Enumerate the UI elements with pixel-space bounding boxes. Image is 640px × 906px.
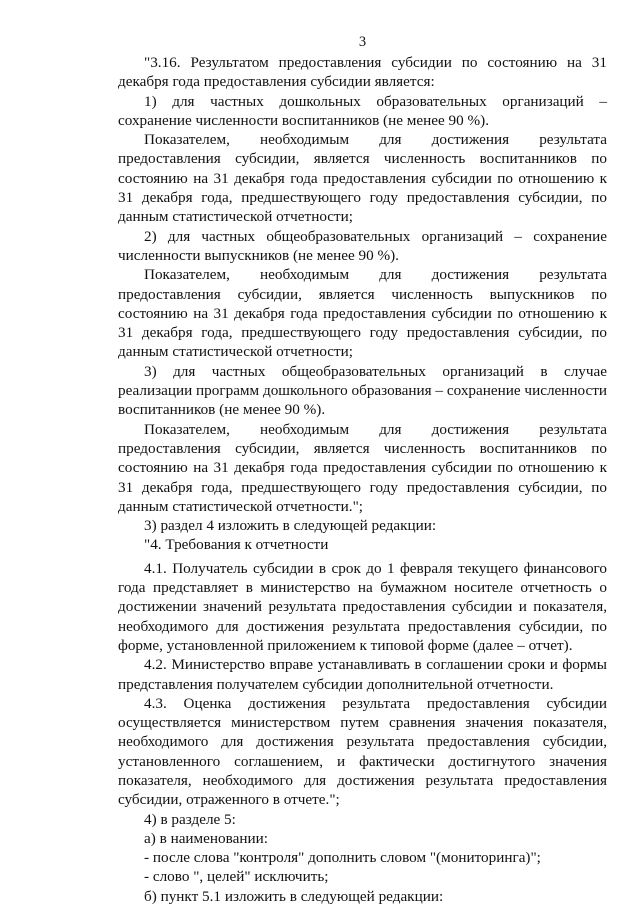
paragraph-4-2: 4.2. Министерство вправе устанавливать в соглашении сроки и формы представления получателем субсидии дополнительной отчетности. [118,656,607,693]
page-number: 3 [358,34,367,50]
paragraph-section-5-intro: 4) в разделе 5: [144,810,236,828]
paragraph-item-1: 1) для частных дошкольных образовательных организаций – сохранение численности воспитанников (не менее 90 %). [118,92,607,129]
paragraph-item-b: б) пункт 5.1 изложить в следующей редакции: [144,887,444,905]
paragraph-4-3: 4.3. Оценка достижения результата предоставления субсидии осуществляется министерством путем сравнения значения показателя, необходимого для достижения результата предоставления субсидии, установленного соглашением, и фактически достигнутого значения показателя, необходимого для достижения результата предоставления субсидии, отраженного в отчете."; [118,694,607,809]
paragraph-item-3: 3) для частных общеобразовательных организаций в случае реализации программ дошкольного образования – сохранение численности воспитанников (не менее 90 %). [118,362,607,419]
paragraph-indicator-1: Показателем, необходимым для достижения результата предоставления субсидии, является численность воспитанников по состоянию на 31 декабря года предоставления субсидии по отношению к 31 декабря года, предшествующего году предоставления субсидии, по данным статистической отчетности; [118,131,607,226]
paragraph-dash-1: - после слова "контроля" дополнить словом "(мониторинга)"; [144,849,541,867]
section-4-heading: "4. Требования к отчетности [144,536,329,554]
paragraph-dash-2: - слово ", целей" исключить; [144,868,329,886]
paragraph-4-1: 4.1. Получатель субсидии в срок до 1 февраля текущего финансового года представляет в министерство на бумажном носителе отчетность о достижении значений результата предоставления субсидии и показателя, необходимого для достижения результата предоставления субсидии, по форме, установленной приложением к типовой форме (далее – отчет). [118,559,607,654]
paragraph-section-4-intro: 3) раздел 4 изложить в следующей редакции: [144,517,437,535]
paragraph-indicator-2: Показателем, необходимым для достижения результата предоставления субсидии, является численность выпускников по состоянию на 31 декабря года предоставления субсидии по отношению к 31 декабря года, предшествующего году предоставления субсидии, по данным статистической отчетности; [118,266,607,361]
paragraph-item-2: 2) для частных общеобразовательных организаций – сохранение численности выпускников (не менее 90 %). [118,227,607,264]
paragraph-indicator-3: Показателем, необходимым для достижения результата предоставления субсидии, является численность воспитанников по состоянию на 31 декабря года предоставления субсидии по отношению к 31 декабря года, предшествующего году предоставления субсидии, по данным статистической отчетности."; [118,420,607,515]
paragraph-3-16: "3.16. Результатом предоставления субсидии по состоянию на 31 декабря года предоставления субсидии является: [118,54,607,91]
paragraph-item-a: а) в наименовании: [144,829,268,847]
